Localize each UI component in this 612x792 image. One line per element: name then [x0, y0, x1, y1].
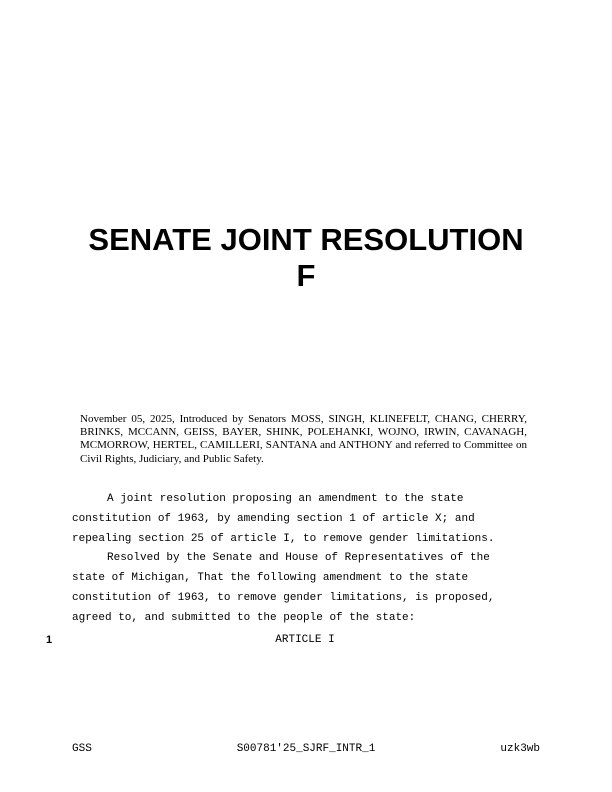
footer-document-id: S00781'25_SJRF_INTR_1 — [236, 743, 376, 755]
footer-right-code: uzk3wb — [500, 743, 540, 755]
article-heading-line — [0, 631, 612, 651]
title-line-2: F — [296, 258, 316, 293]
resolution-body — [72, 490, 528, 629]
resolution-title — [0, 222, 612, 294]
footer-left-code: GSS — [72, 743, 92, 755]
line-number: 1 — [46, 634, 53, 646]
introduction-note: November 05, 2025, Introduced by Senators MOSS, SINGH, KLINEFELT, CHANG, CHERRY, BRINKS, MCCANN, GEISS, BAYER, SHINK, POLEHANKI, WOJNO, IRWIN, CAVANAGH, MCMORROW, HERTEL, CAMILLERI, SANTANA and ANTHONY and referred to Committee on Civil Rights, Judiciary, and Public Safety. — [80, 413, 527, 465]
title-line-1: SENATE JOINT RESOLUTION — [88, 222, 524, 257]
paragraph-resolved: Resolved by the Senate and House of Representatives of the state of Michigan, That the following amendment to the state constitution of 1963, to remove gender limitations, is proposed, agreed to, and submitted to the people of the state: — [72, 552, 495, 624]
paragraph-purpose: A joint resolution proposing an amendment to the state constitution of 1963, by amending section 1 of article X; and repealing section 25 of article I, to remove gender limitations. — [72, 493, 495, 545]
article-heading: ARTICLE I — [275, 634, 335, 646]
